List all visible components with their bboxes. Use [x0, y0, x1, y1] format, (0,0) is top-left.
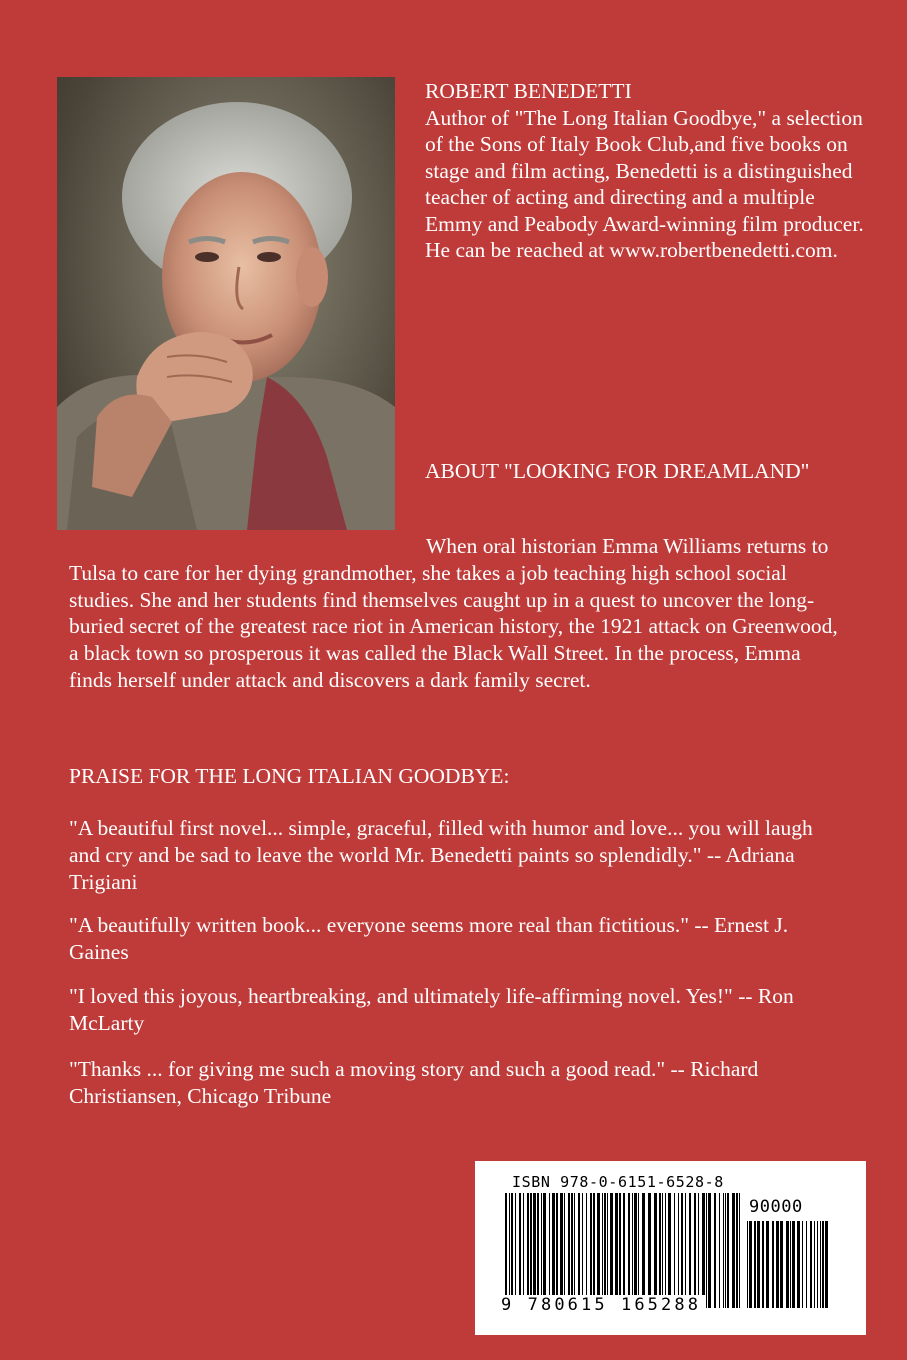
author-photo: [57, 77, 395, 530]
barcode-bar: [541, 1193, 542, 1308]
barcode-bar: [814, 1221, 815, 1308]
barcode-bar: [678, 1193, 679, 1308]
barcode-bar: [806, 1221, 807, 1308]
barcode-bar: [571, 1193, 573, 1308]
barcode-bar: [719, 1193, 720, 1308]
barcode-bar: [634, 1193, 637, 1308]
barcode-bar: [515, 1193, 516, 1308]
barcode-bar: [766, 1221, 769, 1308]
isbn-text: ISBN 978-0-6151-6528-8: [512, 1173, 724, 1191]
barcode-bar: [706, 1193, 707, 1308]
ean-barcode-bars: [505, 1193, 740, 1308]
praise-quote: "A beautifully written book... everyone seems more real than fictitious." -- Ernest J. Gaines: [69, 913, 789, 964]
barcode-bar: [732, 1193, 735, 1308]
barcode-bar: [802, 1221, 803, 1308]
barcode-bar: [568, 1193, 570, 1308]
barcode-bar: [747, 1221, 748, 1308]
barcode-bar: [560, 1193, 563, 1308]
barcode-bar: [739, 1193, 740, 1308]
barcode-bar: [772, 1221, 774, 1308]
barcode-bar: [736, 1193, 738, 1308]
author-portrait-image: [57, 77, 395, 530]
barcode-bar: [586, 1193, 587, 1308]
barcode-bar: [665, 1193, 666, 1308]
author-name: ROBERT BENEDETTI: [425, 79, 632, 103]
barcode-bar: [574, 1193, 575, 1308]
barcode-bar: [780, 1221, 783, 1308]
barcode-bar: [543, 1193, 546, 1308]
barcode-bar: [602, 1193, 603, 1308]
barcode-bar: [668, 1193, 671, 1308]
praise-quote: "I loved this joyous, heartbreaking, and ultimately life-affirming novel. Yes!" -- Ron McLarty: [69, 984, 794, 1035]
barcode-bar: [754, 1221, 756, 1308]
barcode-bar: [582, 1193, 583, 1308]
barcode-bar: [685, 1193, 686, 1308]
praise-heading: PRAISE FOR THE LONG ITALIAN GOODBYE:: [69, 764, 510, 788]
barcode-bar: [564, 1193, 565, 1308]
barcode-bar: [817, 1221, 818, 1308]
barcode-bar: [590, 1193, 592, 1308]
barcode-bar: [662, 1193, 663, 1308]
author-section: [425, 78, 865, 264]
barcode-bar: [681, 1193, 683, 1308]
barcode-bar: [797, 1221, 800, 1308]
barcode-bar: [659, 1193, 661, 1308]
barcode-bar: [698, 1193, 699, 1308]
barcode-bar: [822, 1221, 824, 1308]
barcode-bar: [537, 1193, 539, 1308]
barcode-bar: [790, 1221, 791, 1308]
barcode-bar: [552, 1193, 555, 1308]
barcode-bar: [792, 1221, 795, 1308]
barcode-bar: [623, 1193, 625, 1308]
barcode-bar: [556, 1193, 558, 1308]
barcode-bar: [549, 1193, 550, 1308]
barcode-bar: [638, 1193, 639, 1308]
barcode-bar: [578, 1193, 580, 1308]
barcode-bar: [610, 1193, 613, 1308]
book-synopsis: When oral historian Emma Williams returns to Tulsa to care for her dying grandmother, she takes a job teaching high school social studies. She and her students find themselves caught up in a quest to uncover the long-buried secret of the greatest race riot in American history, the 1921 attack on Greenwood, a black town so prosperous it was called the Black Wall Street. In the process, Emma finds herself under attack and discovers a dark family secret.: [69, 534, 838, 692]
barcode-bar: [519, 1193, 521, 1308]
ean-digits: 9 780615 165288: [501, 1295, 705, 1315]
barcode-bar: [527, 1193, 529, 1308]
barcode-bar: [674, 1193, 675, 1308]
about-heading: ABOUT "LOOKING FOR DREAMLAND": [425, 459, 810, 483]
barcode-bar: [593, 1193, 595, 1308]
barcode-addon-digits: 90000: [749, 1197, 803, 1217]
barcode-bar: [689, 1193, 691, 1308]
barcode-bar: [708, 1193, 711, 1308]
barcode-bar: [604, 1193, 606, 1308]
addon-barcode-bars: [747, 1221, 830, 1308]
barcode-bar: [628, 1193, 630, 1308]
barcode-bar: [505, 1193, 507, 1308]
barcode-bar: [702, 1193, 705, 1308]
barcode-bar: [632, 1193, 633, 1308]
barcode-bar: [648, 1193, 651, 1308]
barcode-bar: [654, 1193, 657, 1308]
barcode-bar: [723, 1193, 724, 1308]
barcode-bar: [530, 1193, 532, 1308]
barcode-bar: [607, 1193, 608, 1308]
barcode-bar: [727, 1193, 729, 1308]
barcode-bar: [725, 1193, 726, 1308]
praise-quote: "Thanks ... for giving me such a moving story and such a good read." -- Richard Christiansen, Chicago Tribune: [69, 1057, 759, 1108]
barcode-bar: [757, 1221, 760, 1308]
author-bio: Author of "The Long Italian Goodbye," a selection of the Sons of Italy Book Club,and five books on stage and film acting, Benedetti is a distinguished teacher of acting and directing and a multiple Emmy and Peabody Award-winning film producer. He can be reached at www.robertbenedetti.com.: [425, 105, 864, 262]
barcode-bar: [642, 1193, 645, 1308]
barcode-bar: [533, 1193, 536, 1308]
barcode-bar: [762, 1221, 764, 1308]
barcode-bar: [509, 1193, 510, 1308]
barcode-bar: [615, 1193, 618, 1308]
barcode-bar: [810, 1221, 812, 1308]
barcode-bar: [523, 1193, 524, 1308]
barcode-box: [475, 1161, 866, 1335]
barcode-bar: [825, 1221, 828, 1308]
barcode-bar: [749, 1221, 752, 1308]
barcode-bar: [786, 1221, 789, 1308]
barcode-bar: [619, 1193, 621, 1308]
barcode-bar: [511, 1193, 513, 1308]
praise-quote: "A beautiful first novel... simple, graceful, filled with humor and love... you will laugh and cry and be sad to leave the world Mr. Benedetti paints so splendidly." -- Adriana Trigiani: [69, 816, 813, 894]
barcode-bar: [714, 1193, 716, 1308]
barcode-bar: [597, 1193, 600, 1308]
barcode-bar: [694, 1193, 696, 1308]
barcode-bar: [776, 1221, 779, 1308]
barcode-bar: [820, 1221, 821, 1308]
